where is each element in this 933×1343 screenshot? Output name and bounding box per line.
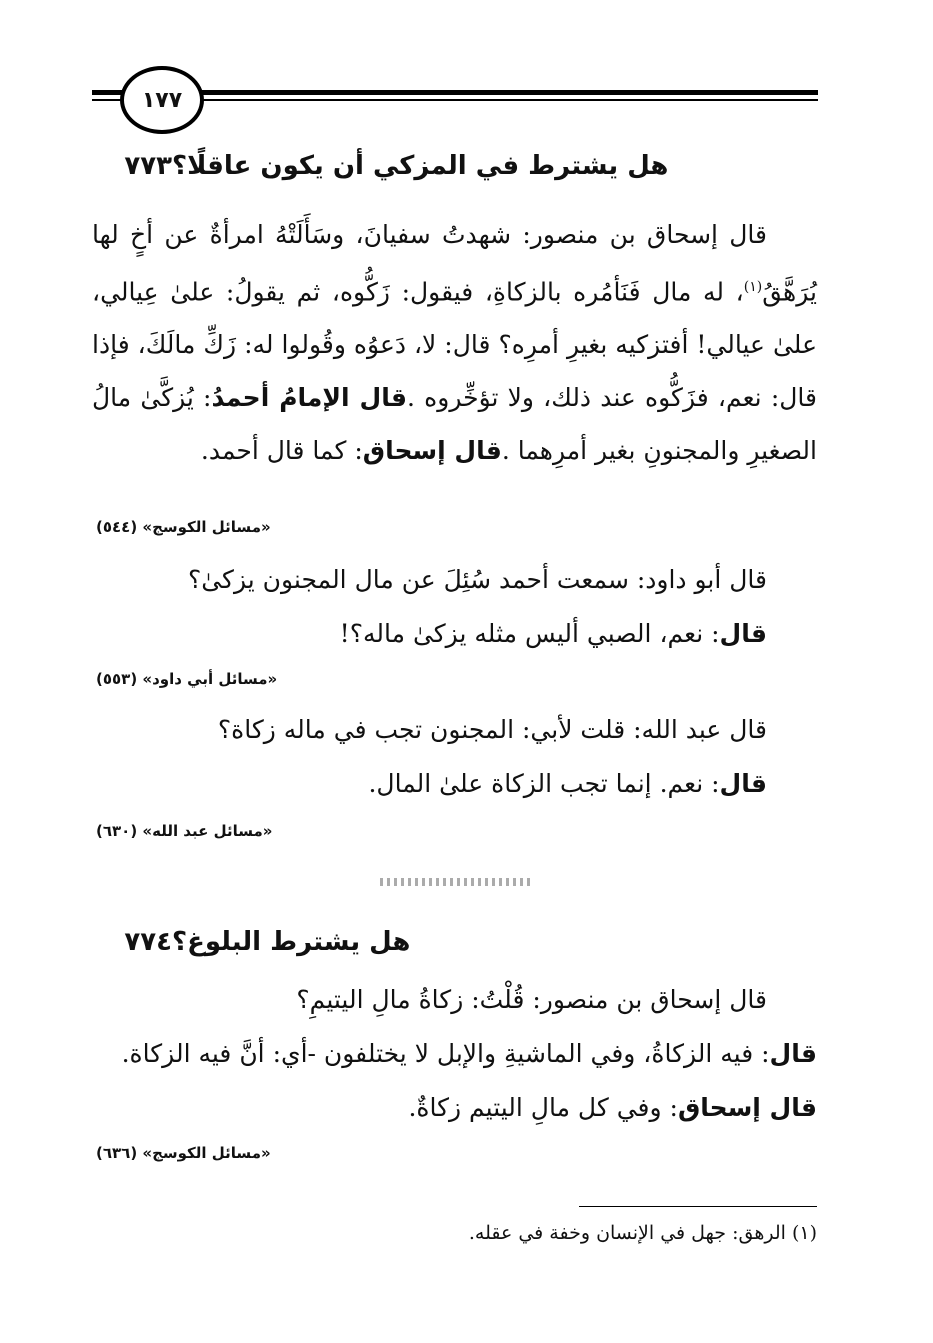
page-number: ١٧٧ (120, 66, 204, 134)
section-773-heading (92, 146, 817, 186)
section-title: هل يشترط البلوغ؟ (172, 927, 411, 957)
source-citation: «مسائل عبد الله» (٦٣٠) (96, 822, 273, 840)
abu-dawud-answer: قال: نعم، الصبي أليس مثله يزكىٰ ماله؟! (339, 619, 767, 648)
footnote: (١) الرهق: جهل في الإنسان وخفة في عقله. (468, 1222, 817, 1244)
section-774-answer: قال: فيه الزكاةُ، وفي الماشيةِ والإبل لا يختلفون -أي: أنَّ فيه الزكاة. (121, 1039, 817, 1068)
section-774-heading (92, 922, 817, 962)
answer-label: قال (769, 1039, 817, 1068)
section-divider-ornament (380, 878, 530, 886)
ishaq-label: قال إسحاق (677, 1093, 817, 1122)
ishaq-label: قال إسحاق (362, 436, 502, 466)
footnote-marker: (١) (743, 279, 763, 295)
answer-label: قال (719, 769, 767, 798)
abdullah-question: قال عبد الله: قلت لأبي: المجنون تجب في ماله زكاة؟ (217, 715, 767, 744)
section-number: ٧٧٤ (124, 927, 172, 957)
para-intro: قال إسحاق بن منصور: شهدتُ سفيانَ، وسَأَلَتْهُ امرأةٌ عن أخٍ لها يُرَهَّقُ (92, 220, 817, 307)
answer-label: قال (719, 619, 767, 648)
footnote-divider (579, 1206, 817, 1207)
section-774-ishaq: قال إسحاق: وفي كل مالِ اليتيم زكاةٌ. (408, 1093, 817, 1122)
para-mid: ، له مال فَنَأمُره بالزكاةِ، فيقول: زَكُّوه، ثم يقولُ: علىٰ عِيالي، علىٰ عيالي! أفتزكيه بغيرِ أمرِه؟ قال: لا، دَعوُه وقُولوا له: زَكِّ مالَكَ، فإذا قال: نعم، فزَكُّوه عند ذلك، ولا تؤخِّروه . (92, 277, 817, 413)
section-title: هل يشترط في المزكي أن يكون عاقلًا؟ (172, 151, 669, 181)
imam-text: : يُزكَّىٰ مالُ الصغيرِ والمجنونِ بغير أمرِهما . (92, 383, 817, 466)
source-citation: «مسائل أبي داود» (٥٥٣) (96, 670, 278, 688)
ishaq-text: : كما قال أحمد. (200, 436, 363, 466)
abdullah-answer: قال: نعم. إنما تجب الزكاة علىٰ المال. (368, 769, 767, 798)
source-citation: «مسائل الكوسج» (٥٤٤) (96, 518, 271, 536)
section-774-question: قال إسحاق بن منصور: قُلْتُ: زكاةُ مالِ اليتيمِ؟ (296, 985, 767, 1014)
section-773-paragraph (92, 208, 817, 477)
abu-dawud-question: قال أبو داود: سمعت أحمد سُئِلَ عن مال المجنون يزكىٰ؟ (187, 565, 767, 594)
imam-label: قال الإمامُ أحمدُ (211, 383, 408, 413)
section-number: ٧٧٣ (124, 151, 172, 181)
source-citation: «مسائل الكوسج» (٦٣٦) (96, 1144, 271, 1162)
